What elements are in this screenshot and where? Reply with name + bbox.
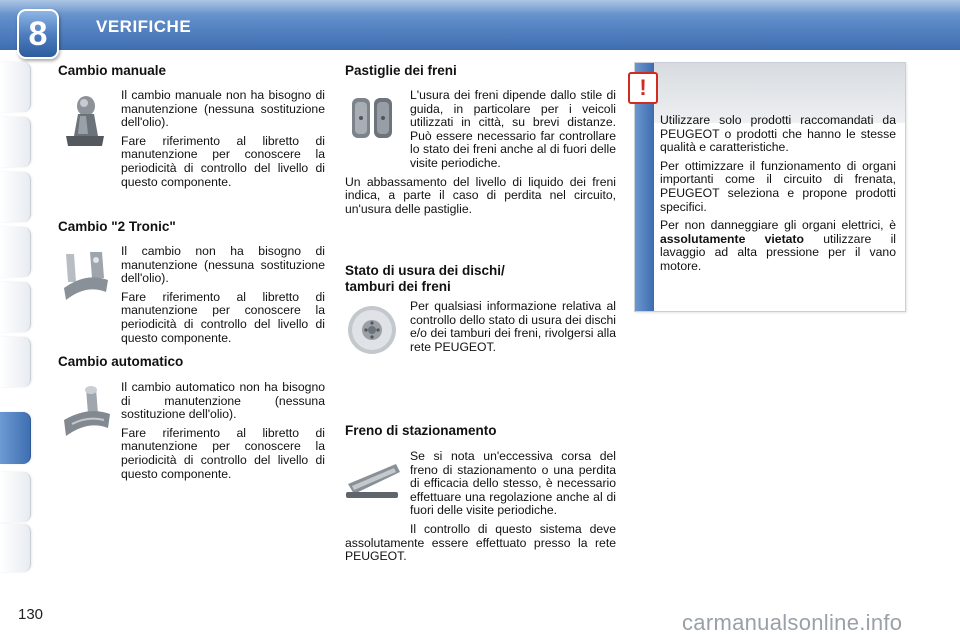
warning-p2: Per ottimizzare il funzionamento di organi importanti come il circuito di frenata, PEUGEOT seleziona e propone prodotti specifici. bbox=[660, 158, 896, 214]
pastiglie-float-spacer bbox=[345, 89, 410, 157]
section-title-pastiglie: Pastiglie dei freni bbox=[345, 63, 457, 78]
stazionamento-p2: Il controllo di questo sistema deve assolutamente essere effettuato presso la rete PEUGEOT. bbox=[345, 521, 616, 564]
section-title-cambio-manuale: Cambio manuale bbox=[58, 63, 167, 78]
stazionamento-text bbox=[345, 450, 616, 569]
section-title-dischi-line1: Stato di usura dei dischi/ bbox=[345, 263, 505, 278]
warning-p1: Utilizzare solo prodotti raccomandati da PEUGEOT o prodotti che hanno le stesse qualità e caratteristiche. bbox=[660, 113, 896, 155]
dischi-p1: Per qualsiasi informazione relativa al controllo dello stato di usura dei dischi e/o dei tamburi dei freni, rivolgersi alla rete PEUGEOT. bbox=[410, 299, 616, 354]
warning-text bbox=[660, 114, 896, 279]
chapter-tab-10[interactable] bbox=[0, 524, 31, 572]
cambio-automatico-p2: Fare riferimento al libretto di manutenzione per conoscere la periodicità di controllo del livello di questo componente. bbox=[121, 425, 325, 481]
stazionamento-float-spacer bbox=[345, 450, 410, 525]
section-title-dischi bbox=[345, 263, 505, 295]
warning-p3-post: utilizzare il lavaggio ad alta pressione per il vano motore. bbox=[660, 231, 897, 273]
chapter-badge: 8 bbox=[17, 9, 59, 59]
section-title-cambio-automatico: Cambio automatico bbox=[58, 354, 184, 369]
cambio-automatico-p1: Il cambio automatico non ha bisogno di manutenzione (nessuna sostituzione dell'olio). bbox=[121, 380, 325, 422]
cambio-2-tronic-p1: Il cambio non ha bisogno di manutenzione (nessuna sostituzione dell'olio). bbox=[121, 244, 325, 286]
chapter-tab-strip bbox=[0, 62, 32, 572]
chapter-tab-8-active[interactable] bbox=[0, 412, 31, 464]
page-number: 130 bbox=[18, 606, 44, 623]
page-title: VERIFICHE bbox=[96, 17, 192, 36]
cambio-2-tronic-p2: Fare riferimento al libretto di manutenzione per conoscere la periodicità di controllo del livello di questo componente. bbox=[121, 289, 325, 345]
stazionamento-p1: Se si nota un'eccessiva corsa del freno di stazionamento o una perdita di efficacia dello stesso, è necessario effettuare una regolazione anche al di fuori delle visite periodiche. bbox=[410, 449, 616, 518]
cambio-2-tronic-text bbox=[121, 245, 325, 350]
2-tronic-gear-lever-icon bbox=[60, 248, 112, 312]
brake-disc-icon bbox=[346, 300, 398, 364]
warning-p3-bold: assolutamente vietato bbox=[660, 231, 804, 246]
section-title-cambio-2-tronic: Cambio "2 Tronic" bbox=[58, 219, 176, 234]
chapter-tab-1[interactable] bbox=[0, 62, 31, 112]
chapter-tab-4[interactable] bbox=[0, 227, 31, 277]
stazionamento-p1-wrap bbox=[345, 450, 616, 518]
section-title-stazionamento: Freno di stazionamento bbox=[345, 423, 497, 438]
dischi-text bbox=[410, 300, 616, 359]
watermark: carmanualsonline.info bbox=[682, 610, 903, 635]
chapter-tab-6[interactable] bbox=[0, 337, 31, 387]
pastiglie-text bbox=[345, 89, 616, 221]
chapter-tab-2[interactable] bbox=[0, 117, 31, 167]
pastiglie-p2: Un abbassamento del livello di liquido dei freni indica, a parte il caso di perdita nel circuito, un'usura delle pastiglie. bbox=[345, 174, 616, 216]
pastiglie-p1: L'usura dei freni dipende dallo stile di guida, in particolare per i veicoli utilizzati in città, su brevi distanze. Può essere necessario far controllare lo stato dei freni anche al di fuori delle visite periodiche. bbox=[410, 88, 616, 170]
chapter-tab-9[interactable] bbox=[0, 472, 31, 522]
header-shine bbox=[0, 0, 960, 14]
manual-gear-lever-icon bbox=[58, 92, 110, 156]
chapter-tab-5[interactable] bbox=[0, 282, 31, 332]
automatic-gear-lever-icon bbox=[60, 384, 112, 448]
section-title-dischi-line2: tamburi dei freni bbox=[345, 279, 451, 294]
exclamation-warning-icon: ! bbox=[628, 72, 658, 104]
warning-p3-pre: Per non danneggiare gli organi elettrici, è bbox=[660, 218, 896, 233]
cambio-manuale-text bbox=[121, 89, 325, 194]
pastiglie-p1-wrap bbox=[345, 89, 616, 171]
chapter-tab-3[interactable] bbox=[0, 172, 31, 222]
cambio-manuale-p2: Fare riferimento al libretto di manutenzione per conoscere la periodicità di controllo del livello di questo componente. bbox=[121, 133, 325, 189]
cambio-automatico-text bbox=[121, 381, 325, 486]
cambio-manuale-p1: Il cambio manuale non ha bisogno di manutenzione (nessuna sostituzione dell'olio). bbox=[121, 88, 325, 130]
warning-p3 bbox=[660, 219, 896, 273]
